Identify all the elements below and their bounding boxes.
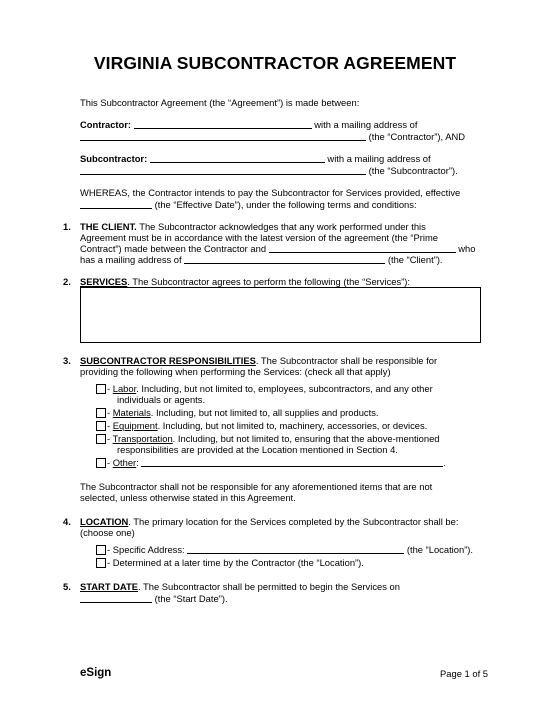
contractor-address-line bbox=[80, 131, 465, 142]
subcontractor-address-field[interactable] bbox=[80, 165, 366, 175]
responsibilities-note-2: selected, unless otherwise stated in this Agreement. bbox=[80, 492, 296, 503]
section-3-line-2: providing the following when performing the Services: (check all that apply) bbox=[80, 366, 391, 377]
whereas-line-1: WHEREAS, the Contractor intends to pay the Subcontractor for Services provided, effective bbox=[80, 187, 461, 198]
option-transportation-line-2: responsibilities are provided at the Location mentioned in Section 4. bbox=[117, 444, 398, 455]
section-4-text-1: . The primary location for the Services completed by the Subcontractor shall be: bbox=[128, 516, 459, 527]
section-4-line-2: (choose one) bbox=[80, 527, 135, 538]
option-transportation bbox=[96, 433, 440, 444]
page-number: Page 1 of 5 bbox=[440, 668, 488, 679]
section-2-line bbox=[80, 276, 410, 287]
section-1-line-1 bbox=[80, 221, 426, 232]
location-option-later bbox=[96, 557, 364, 568]
section-5-text-2: (the “Start Date”). bbox=[154, 593, 228, 604]
section-3-heading: SUBCONTRACTOR RESPONSIBILITIES bbox=[80, 355, 256, 366]
section-4-heading: LOCATION bbox=[80, 516, 129, 527]
section-4-line-1 bbox=[80, 516, 458, 527]
transportation-checkbox[interactable] bbox=[96, 434, 106, 444]
section-2-number: 2. bbox=[63, 276, 71, 287]
option-other bbox=[96, 457, 446, 468]
equipment-label: Equipment bbox=[112, 420, 158, 431]
section-1-text-1: The Subcontractor acknowledges that any work performed under this bbox=[139, 221, 426, 232]
equipment-checkbox[interactable] bbox=[96, 421, 106, 431]
section-1-text-3: Contract”) made between the Contractor and bbox=[80, 243, 267, 254]
equipment-prefix: - bbox=[107, 420, 113, 431]
section-1-heading: THE CLIENT. bbox=[80, 221, 137, 232]
later-location-label: - Determined at a later time by the Contractor (the “Location”). bbox=[107, 557, 364, 568]
whereas-line-2-text: (the “Effective Date”), under the following terms and conditions: bbox=[154, 199, 417, 210]
section-3-number: 3. bbox=[63, 355, 71, 366]
whereas-line-2 bbox=[80, 199, 417, 210]
section-1-who: who bbox=[458, 243, 476, 254]
labor-prefix: - bbox=[107, 383, 113, 394]
intro-text: This Subcontractor Agreement (the “Agreement”) is made between: bbox=[80, 97, 360, 108]
other-end: . bbox=[443, 457, 447, 468]
section-3-text-1: . The Subcontractor shall be responsible for bbox=[255, 355, 438, 366]
specific-address-label: - Specific Address: bbox=[107, 544, 185, 555]
section-5-number: 5. bbox=[63, 581, 71, 592]
option-labor-line-2: individuals or agents. bbox=[117, 394, 206, 405]
specific-address-checkbox[interactable] bbox=[96, 545, 106, 555]
other-checkbox[interactable] bbox=[96, 458, 106, 468]
contractor-line bbox=[80, 119, 417, 130]
materials-text: . Including, but not limited to, all supplies and products. bbox=[150, 407, 379, 418]
section-4-number: 4. bbox=[63, 516, 71, 527]
section-1-number: 1. bbox=[63, 221, 71, 232]
subcontractor-name-field[interactable] bbox=[150, 153, 325, 163]
materials-checkbox[interactable] bbox=[96, 408, 106, 418]
later-location-checkbox[interactable] bbox=[96, 558, 106, 568]
contractor-address-field[interactable] bbox=[80, 131, 366, 141]
labor-checkbox[interactable] bbox=[96, 384, 106, 394]
section-1-text-4: has a mailing address of bbox=[80, 254, 182, 265]
materials-label: Materials bbox=[112, 407, 151, 418]
section-1-line-4 bbox=[80, 254, 443, 265]
section-1-line-2: Agreement must be in accordance with the latest version of the agreement (the “Prime bbox=[80, 232, 438, 243]
section-2-text: . The Subcontractor agrees to perform the following (the “Services”): bbox=[127, 276, 411, 287]
document-title: VIRGINIA SUBCONTRACTOR AGREEMENT bbox=[93, 53, 457, 73]
section-5-line-1 bbox=[80, 581, 400, 592]
labor-label: Labor bbox=[112, 383, 137, 394]
subcontractor-line bbox=[80, 153, 431, 164]
subcontractor-suffix: (the “Subcontractor”). bbox=[368, 165, 458, 176]
section-5-line-2 bbox=[80, 593, 228, 604]
subcontractor-address-line bbox=[80, 165, 458, 176]
client-name-field[interactable] bbox=[269, 243, 456, 253]
other-colon: : bbox=[136, 457, 139, 468]
labor-text: . Including, but not limited to, employees, subcontractors, and any other bbox=[136, 383, 433, 394]
start-date-field[interactable] bbox=[80, 593, 152, 603]
responsibilities-note-1: The Subcontractor shall not be responsible for any aforementioned items that are not bbox=[80, 481, 433, 492]
option-labor bbox=[96, 383, 433, 394]
specific-address-suffix: (the “Location”). bbox=[406, 544, 474, 555]
esign-logo: eSign bbox=[80, 667, 112, 679]
transportation-prefix: - bbox=[107, 433, 113, 444]
materials-prefix: - bbox=[107, 407, 113, 418]
subcontractor-label: Subcontractor: bbox=[80, 153, 148, 164]
option-equipment bbox=[96, 420, 427, 431]
subcontractor-mailing-text: with a mailing address of bbox=[327, 153, 431, 164]
services-text-box[interactable] bbox=[80, 287, 481, 343]
other-prefix: - bbox=[107, 457, 113, 468]
contractor-label: Contractor: bbox=[80, 119, 132, 130]
section-2-heading: SERVICES bbox=[80, 276, 128, 287]
other-field[interactable] bbox=[141, 457, 443, 467]
other-label: Other bbox=[112, 457, 137, 468]
transportation-label: Transportation bbox=[112, 433, 173, 444]
contractor-mailing-text: with a mailing address of bbox=[314, 119, 418, 130]
location-option-specific bbox=[96, 544, 473, 555]
option-materials bbox=[96, 407, 379, 418]
specific-address-field[interactable] bbox=[187, 544, 404, 554]
client-address-field[interactable] bbox=[184, 254, 385, 264]
effective-date-field[interactable] bbox=[80, 199, 152, 209]
section-5-text-1: . The Subcontractor shall be permitted to begin the Services on bbox=[137, 581, 400, 592]
contractor-name-field[interactable] bbox=[134, 119, 312, 129]
equipment-text: . Including, but not limited to, machinery, accessories, or devices. bbox=[157, 420, 428, 431]
section-5-heading: START DATE bbox=[80, 581, 138, 592]
section-3-line-1 bbox=[80, 355, 437, 366]
section-1-client-suffix: (the “Client”). bbox=[387, 254, 443, 265]
transportation-text: . Including, but not limited to, ensuring that the above-mentioned bbox=[172, 433, 440, 444]
contractor-suffix: (the “Contractor”), AND bbox=[368, 131, 465, 142]
section-1-line-3 bbox=[80, 243, 475, 254]
